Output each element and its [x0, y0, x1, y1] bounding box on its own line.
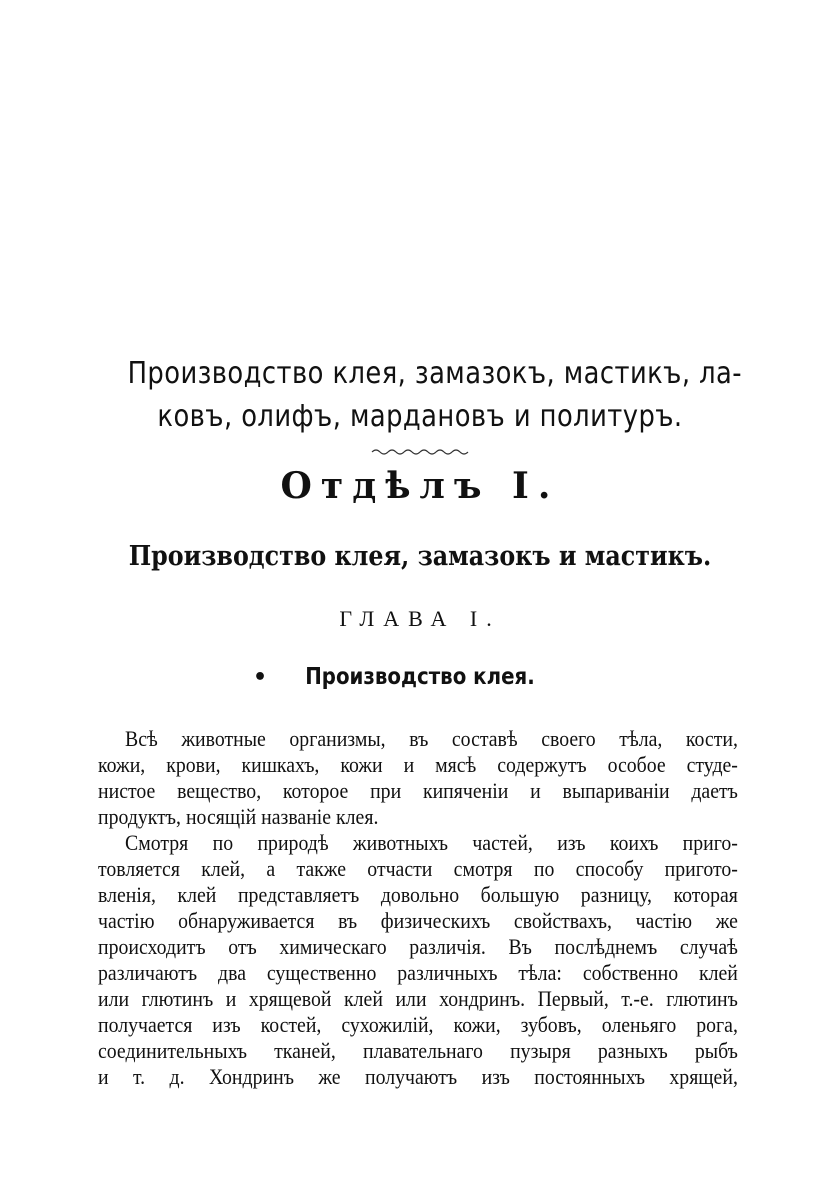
body-line: частію обнаруживается въ физическихъ свойствахъ, частію же — [98, 908, 738, 933]
book-title — [127, 352, 742, 438]
body-line: и т. д. Хондринъ же получаютъ изъ постоянныхъ хрящей, — [98, 1064, 738, 1089]
section-title: Отдѣлъ I. — [280, 465, 560, 507]
body-line: продуктъ, носящій названіе клея. — [98, 804, 379, 829]
body-line: товляется клей, а также отчасти смотря по способу пригото- — [98, 856, 738, 881]
section-subtitle: Производство клея, замазокъ и мастикъ. — [128, 541, 712, 572]
body-line: Всѣ животные организмы, въ составѣ своего тѣла, кости, — [125, 726, 738, 751]
chapter-title: ГЛАВА I. — [339, 606, 501, 631]
book-title-line-2: ковъ, олифъ, мардановъ и политуръ. — [157, 399, 683, 434]
chapter-subtitle: Производство клея. — [305, 664, 535, 690]
book-title-line-1: Производство клея, замазокъ, мастикъ, ла- — [127, 356, 742, 391]
body-line: соединительныхъ тканей, плавательнаго пузыря разныхъ рыбъ — [98, 1038, 738, 1063]
body-line: нистое вещество, которое при кипяченіи и выпариваніи даетъ — [98, 778, 738, 803]
body-line: различаютъ два существенно различныхъ тѣла: собственно клей — [98, 960, 738, 985]
body-text — [98, 726, 738, 1090]
body-line: Смотря по природѣ животныхъ частей, изъ коихъ приго- — [125, 830, 738, 855]
body-line: или глютинъ и хрящевой клей или хондринъ. Первый, т.-е. глютинъ — [98, 986, 738, 1011]
body-line: кожи, крови, кишкахъ, кожи и мясѣ содержутъ особое студе- — [98, 752, 738, 777]
body-line: получается изъ костей, сухожилій, кожи, зубовъ, оленьяго рога, — [98, 1012, 738, 1037]
body-line: вленія, клей представляетъ довольно большую разницу, которая — [98, 882, 738, 907]
ornament-divider — [370, 447, 470, 457]
body-line: происходитъ отъ химическаго различія. Въ послѣднемъ случаѣ — [98, 934, 738, 959]
chapter-bullet: • — [253, 665, 268, 690]
